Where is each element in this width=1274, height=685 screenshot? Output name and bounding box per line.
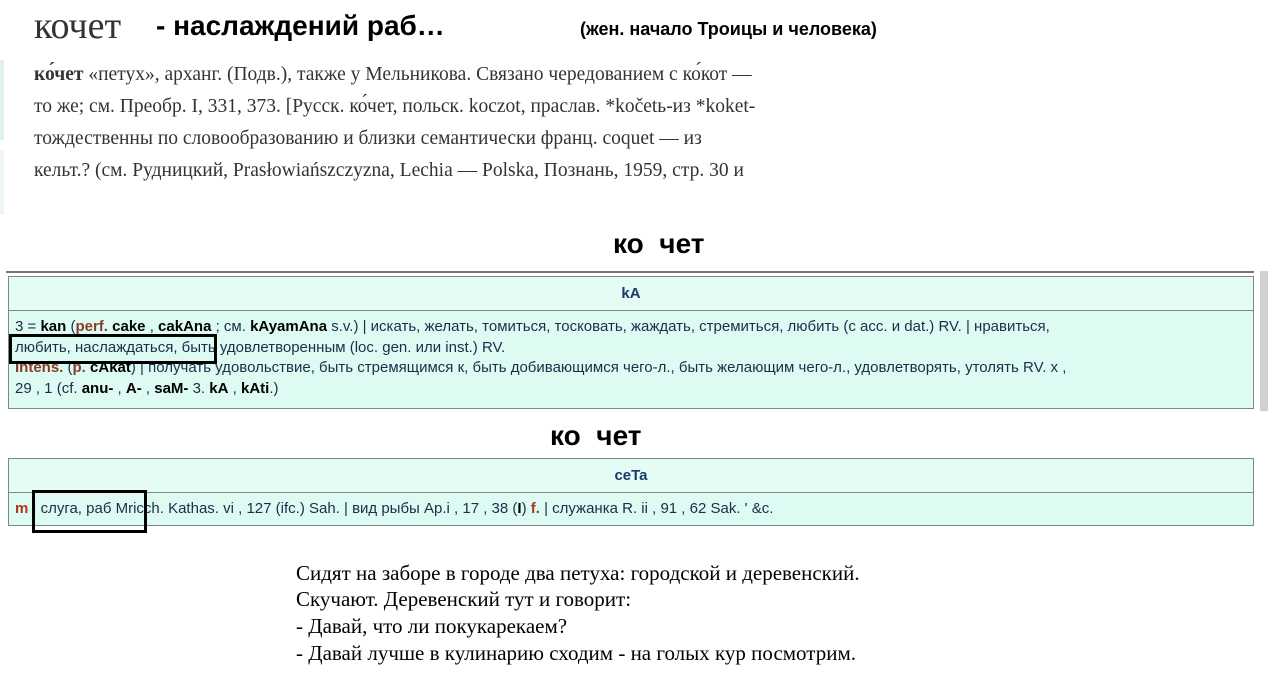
joke-line-1: Сидят на заборе в городе два петуха: городской и деревенский. bbox=[296, 561, 860, 585]
excerpt-line-1 bbox=[34, 64, 752, 86]
joke-line-4: - Давай лучше в кулинарию сходим - на голых кур посмотрим. bbox=[296, 641, 856, 665]
heading-ko-chet-2: ко чет bbox=[550, 420, 642, 451]
dict-entry-ceta bbox=[8, 458, 1254, 526]
excerpt-edge-bar-lower bbox=[0, 150, 4, 215]
joke-line-3: - Давай, что ли покукарекаем? bbox=[296, 614, 568, 638]
excerpt-edge-bar bbox=[0, 60, 4, 140]
joke-line-2: Скучают. Деревенский тут и говорит: bbox=[296, 587, 632, 611]
excerpt-line-4: кельт.? (см. Рудницкий, Prasłowiańszczyzna, Lechia — Polska, Познань, 1959, стр. 30 и bbox=[34, 160, 744, 181]
highlight-box-enjoy bbox=[9, 334, 217, 364]
dict-entry-title: kA bbox=[9, 277, 1253, 311]
excerpt-text: «петух», арханг. (Подв.), также у Мельникова. Связано чередованием с ко́кот — bbox=[83, 64, 752, 85]
scrollbar[interactable] bbox=[1260, 271, 1268, 411]
title-gloss: - наслаждений раб… bbox=[156, 10, 445, 41]
highlight-box-servant bbox=[32, 490, 147, 533]
title-note: (жен. начало Троицы и человека) bbox=[580, 19, 877, 39]
excerpt-headword: ко́чет bbox=[34, 64, 84, 85]
dict-entry-title: ceTa bbox=[9, 459, 1253, 493]
dict-entry-body: 3 = kan (perf. cake , cakAna ; см. kAyamAna s.v.) | искать, желать, томиться, тосковать, жаждать, стремиться, любить (с acc. и dat.) RV. | нравиться, любить, наслаждаться, быть удовлетворенным (loc. gen. или inst.) RV. Intens. (p. cAkat) | получать удовольствие, быть стремящимся к, быть добивающимся чего-л., быть желающим чего-л., удовлетворять, утолять RV. x , 29 , 1 (cf. anu- , A- , saM- 3. kA , kAti.) bbox=[15, 318, 1067, 397]
dict-top-rule bbox=[6, 271, 1254, 273]
title-word: кочет bbox=[34, 5, 122, 47]
excerpt-line-3: тождественны по словообразованию и близки семантически франц. coquet — из bbox=[34, 128, 702, 149]
excerpt-line-2: то же; см. Преобр. I, 331, 373. [Русск. ко́чет, польск. koczot, праслав. *kočetь-из *koket- bbox=[34, 96, 756, 117]
dict-entry-body: m | слуга, раб Mricch. Kathas. vi , 127 (ifc.) Sah. | вид рыбы Ap.i , 17 , 38 (I) f. | служанка R. ii , 91 , 62 Sak. ' &c. bbox=[15, 500, 774, 517]
heading-ko-chet-1: ко чет bbox=[613, 228, 705, 259]
